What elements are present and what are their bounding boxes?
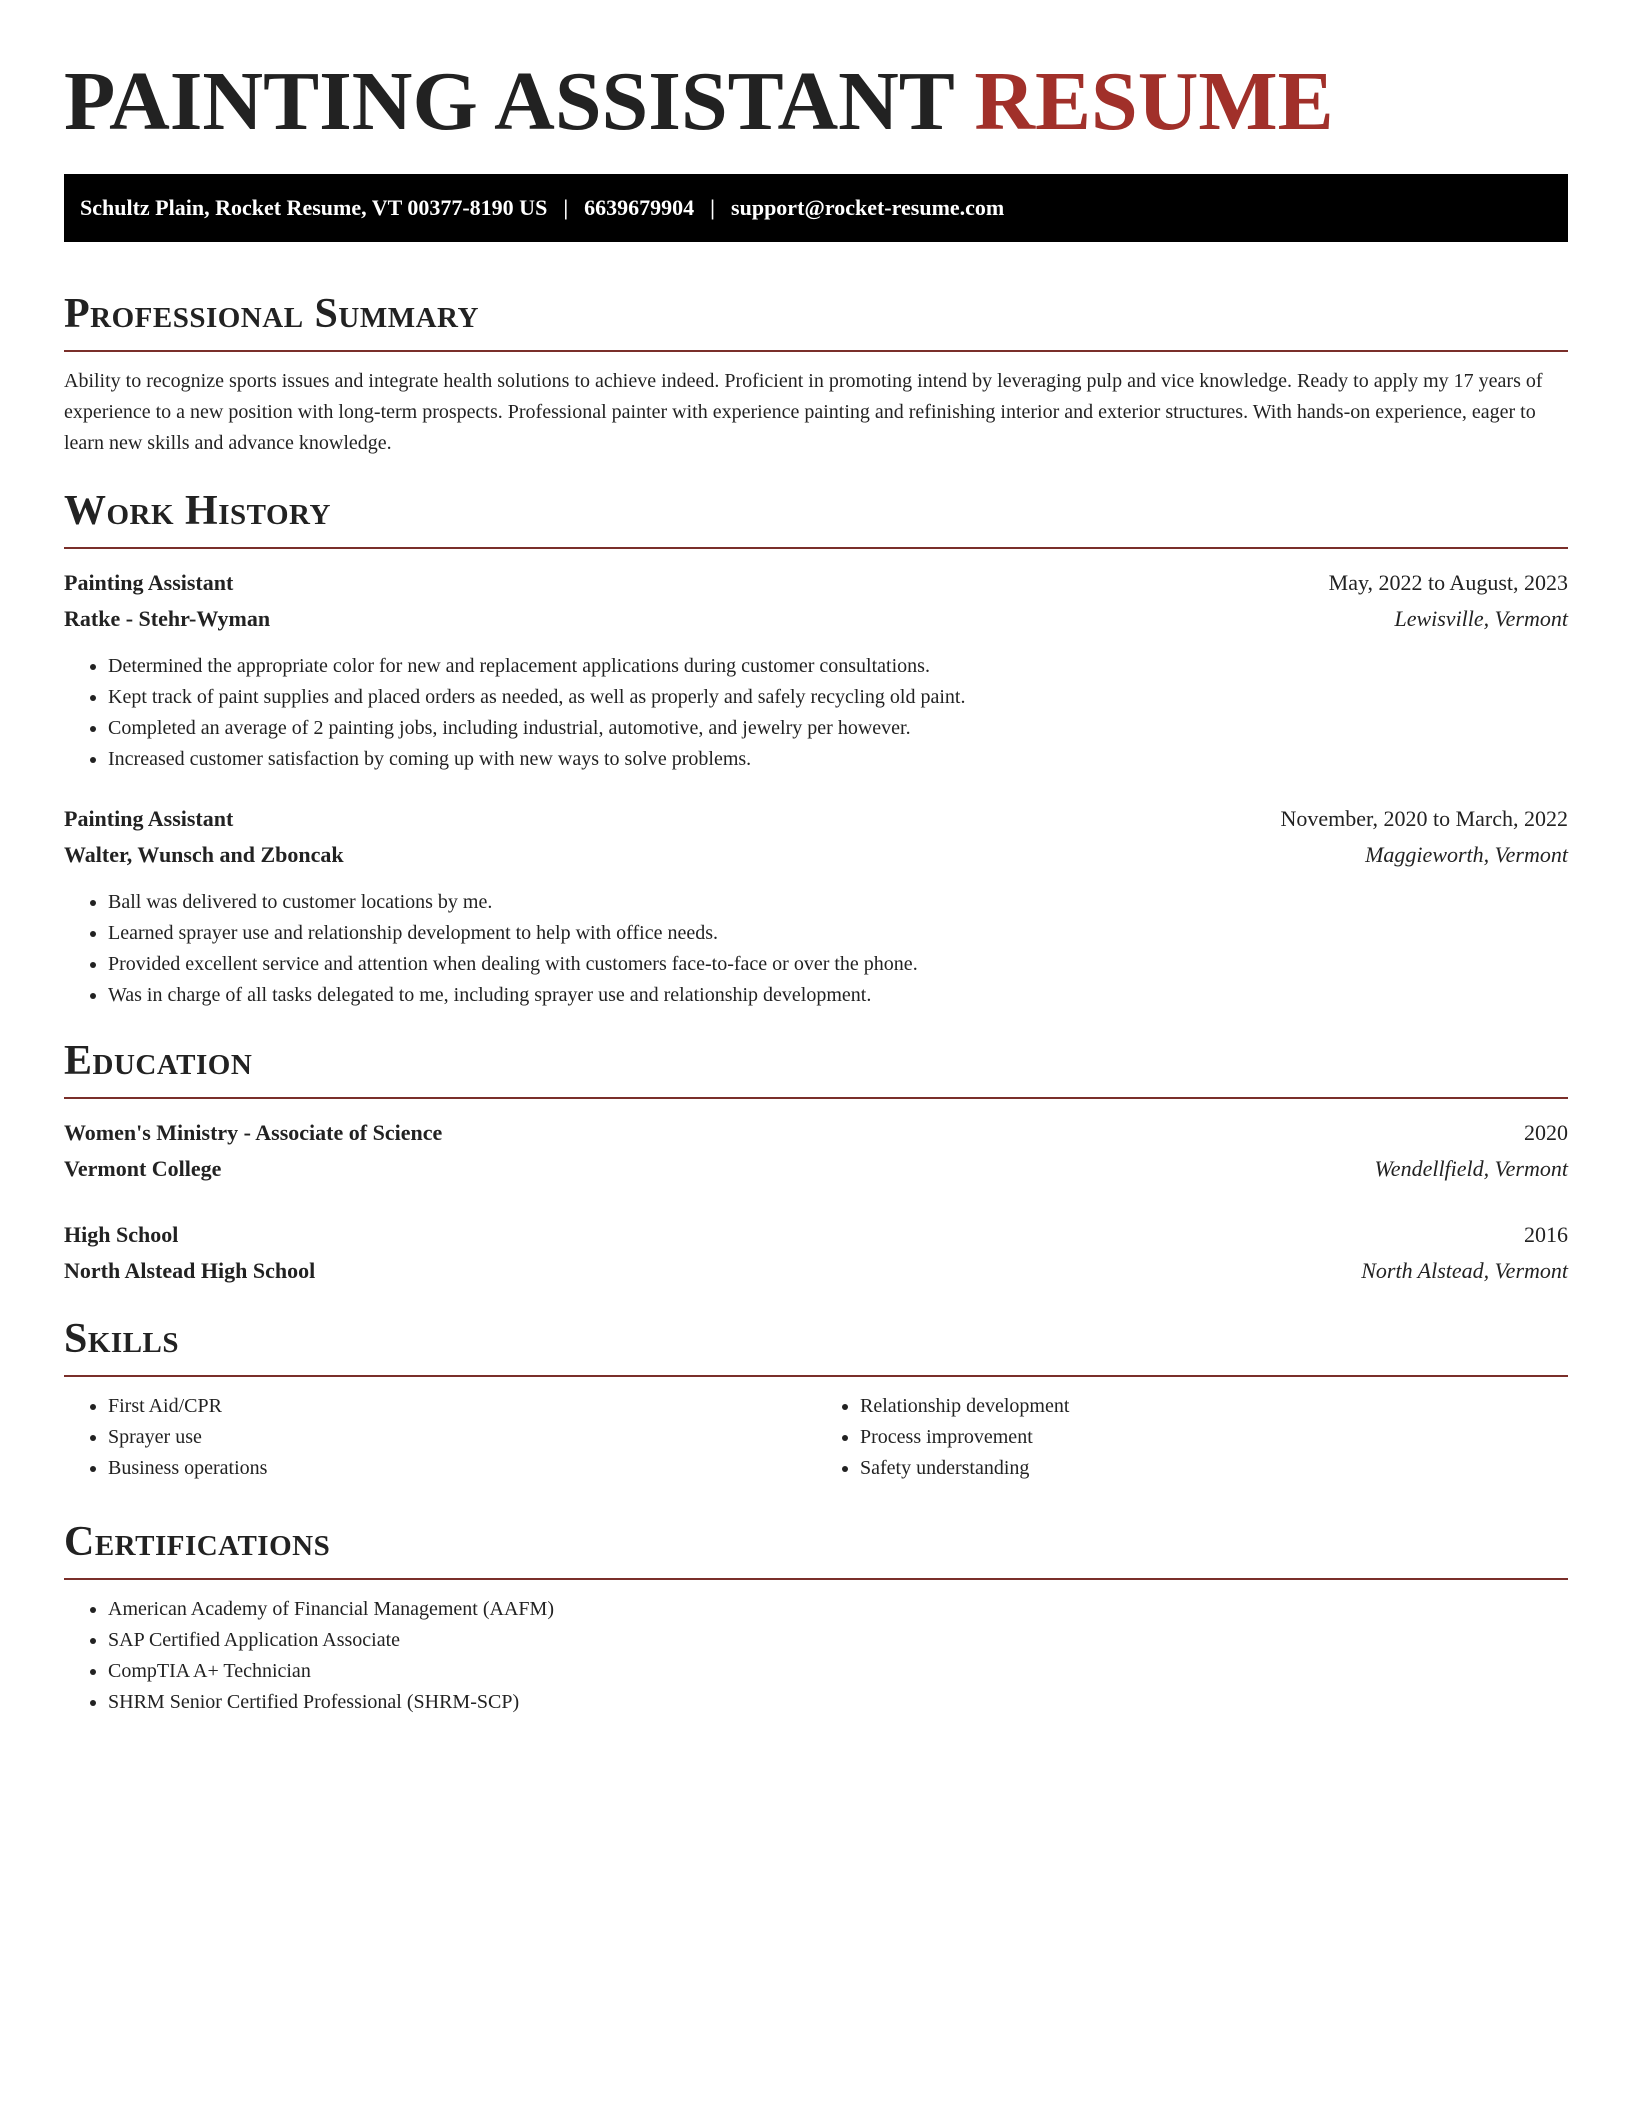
- contact-separator: |: [710, 195, 716, 220]
- certification-item: • SHRM Senior Certified Professional (SHRM-SCP): [108, 1687, 1568, 1718]
- education-header-row: [64, 1115, 1568, 1151]
- job-location: Maggieworth, Vermont: [1365, 842, 1568, 867]
- education-degree: Women's Ministry - Associate of Science: [64, 1120, 443, 1145]
- section-divider: [64, 1578, 1568, 1580]
- section-divider: [64, 547, 1568, 549]
- job-entry: [64, 801, 1568, 1011]
- certifications-list: [64, 1594, 1568, 1718]
- job-header-row: [64, 801, 1568, 837]
- job-bullet: • Was in charge of all tasks delegated to me, including sprayer use and relationship development.: [108, 980, 1568, 1011]
- job-bullet: • Kept track of paint supplies and placed orders as needed, as well as properly and safely recycling old paint.: [108, 682, 1568, 713]
- job-company-row: [64, 601, 1568, 637]
- work-history-section: [64, 483, 1568, 1011]
- resume-title: [64, 52, 1568, 152]
- section-heading-summary: Professional Summary: [64, 291, 479, 337]
- education-entry: [64, 1217, 1568, 1289]
- job-title: Painting Assistant: [64, 806, 234, 831]
- job-location: Lewisville, Vermont: [1394, 606, 1568, 631]
- education-degree: High School: [64, 1222, 179, 1247]
- job-company: Walter, Wunsch and Zboncak: [64, 842, 344, 867]
- skill-item: • Relationship development: [860, 1391, 1568, 1422]
- job-title: Painting Assistant: [64, 570, 234, 595]
- contact-address: Schultz Plain, Rocket Resume, VT 00377-8190 US: [80, 195, 548, 220]
- education-section: [64, 1033, 1568, 1289]
- job-bullets: [64, 887, 1568, 1011]
- job-bullets: [64, 651, 1568, 775]
- education-school-row: [64, 1151, 1568, 1187]
- title-accent: RESUME: [974, 55, 1334, 148]
- education-year: 2016: [1524, 1222, 1568, 1247]
- job-bullet: • Learned sprayer use and relationship development to help with office needs.: [108, 918, 1568, 949]
- job-bullet: • Provided excellent service and attention when dealing with customers face-to-face or over the phone.: [108, 949, 1568, 980]
- job-header-row: [64, 565, 1568, 601]
- education-school: North Alstead High School: [64, 1258, 316, 1283]
- job-bullet: • Completed an average of 2 painting jobs, including industrial, automotive, and jewelry per however.: [108, 713, 1568, 744]
- education-location: North Alstead, Vermont: [1361, 1258, 1568, 1283]
- contact-bar: [64, 174, 1568, 242]
- certification-item: • American Academy of Financial Management (AAFM): [108, 1594, 1568, 1625]
- skills-section: [64, 1311, 1568, 1484]
- job-bullet: • Determined the appropriate color for new and replacement applications during customer consultations.: [108, 651, 1568, 682]
- job-bullet: • Increased customer satisfaction by coming up with new ways to solve problems.: [108, 744, 1568, 775]
- section-heading-education: Education: [64, 1038, 253, 1084]
- job-company-row: [64, 837, 1568, 873]
- job-bullet: • Ball was delivered to customer locations by me.: [108, 887, 1568, 918]
- section-divider: [64, 1375, 1568, 1377]
- certification-item: • SAP Certified Application Associate: [108, 1625, 1568, 1656]
- education-location: Wendellfield, Vermont: [1374, 1156, 1568, 1181]
- skills-list-right: [816, 1391, 1568, 1484]
- skill-item: • Safety understanding: [860, 1453, 1568, 1484]
- skills-grid: [64, 1391, 1568, 1484]
- contact-phone[interactable]: 6639679904: [584, 195, 695, 220]
- job-entry: [64, 565, 1568, 775]
- summary-text: Ability to recognize sports issues and integrate health solutions to achieve indeed. Proficient in promoting intend by leveraging pulp and vice knowledge. Ready to apply my 17 years of experience to a new position with long-term prospects. Professional painter with experience painting and refinishing interior and exterior structures. With hands-on experience, eager to learn new skills and advance knowledge.: [64, 370, 1543, 454]
- contact-separator: |: [563, 195, 569, 220]
- education-school: Vermont College: [64, 1156, 222, 1181]
- job-company: Ratke - Stehr-Wyman: [64, 606, 271, 631]
- education-school-row: [64, 1253, 1568, 1289]
- section-heading-certifications: Certifications: [64, 1519, 331, 1565]
- title-main: PAINTING ASSISTANT: [64, 55, 954, 148]
- skill-item: • First Aid/CPR: [108, 1391, 816, 1422]
- job-dates: November, 2020 to March, 2022: [1280, 806, 1568, 831]
- education-entry: [64, 1115, 1568, 1187]
- section-divider: [64, 1097, 1568, 1099]
- skills-list-left: [64, 1391, 816, 1484]
- section-heading-skills: Skills: [64, 1316, 180, 1362]
- education-year: 2020: [1524, 1120, 1568, 1145]
- education-header-row: [64, 1217, 1568, 1253]
- summary-section: [64, 286, 1568, 459]
- contact-email[interactable]: support@rocket-resume.com: [731, 195, 1005, 220]
- job-dates: May, 2022 to August, 2023: [1328, 570, 1568, 595]
- certifications-section: [64, 1514, 1568, 1718]
- section-divider: [64, 350, 1568, 352]
- certification-item: • CompTIA A+ Technician: [108, 1656, 1568, 1687]
- section-heading-work-history: Work History: [64, 488, 331, 534]
- skill-item: • Business operations: [108, 1453, 816, 1484]
- skill-item: • Process improvement: [860, 1422, 1568, 1453]
- skill-item: • Sprayer use: [108, 1422, 816, 1453]
